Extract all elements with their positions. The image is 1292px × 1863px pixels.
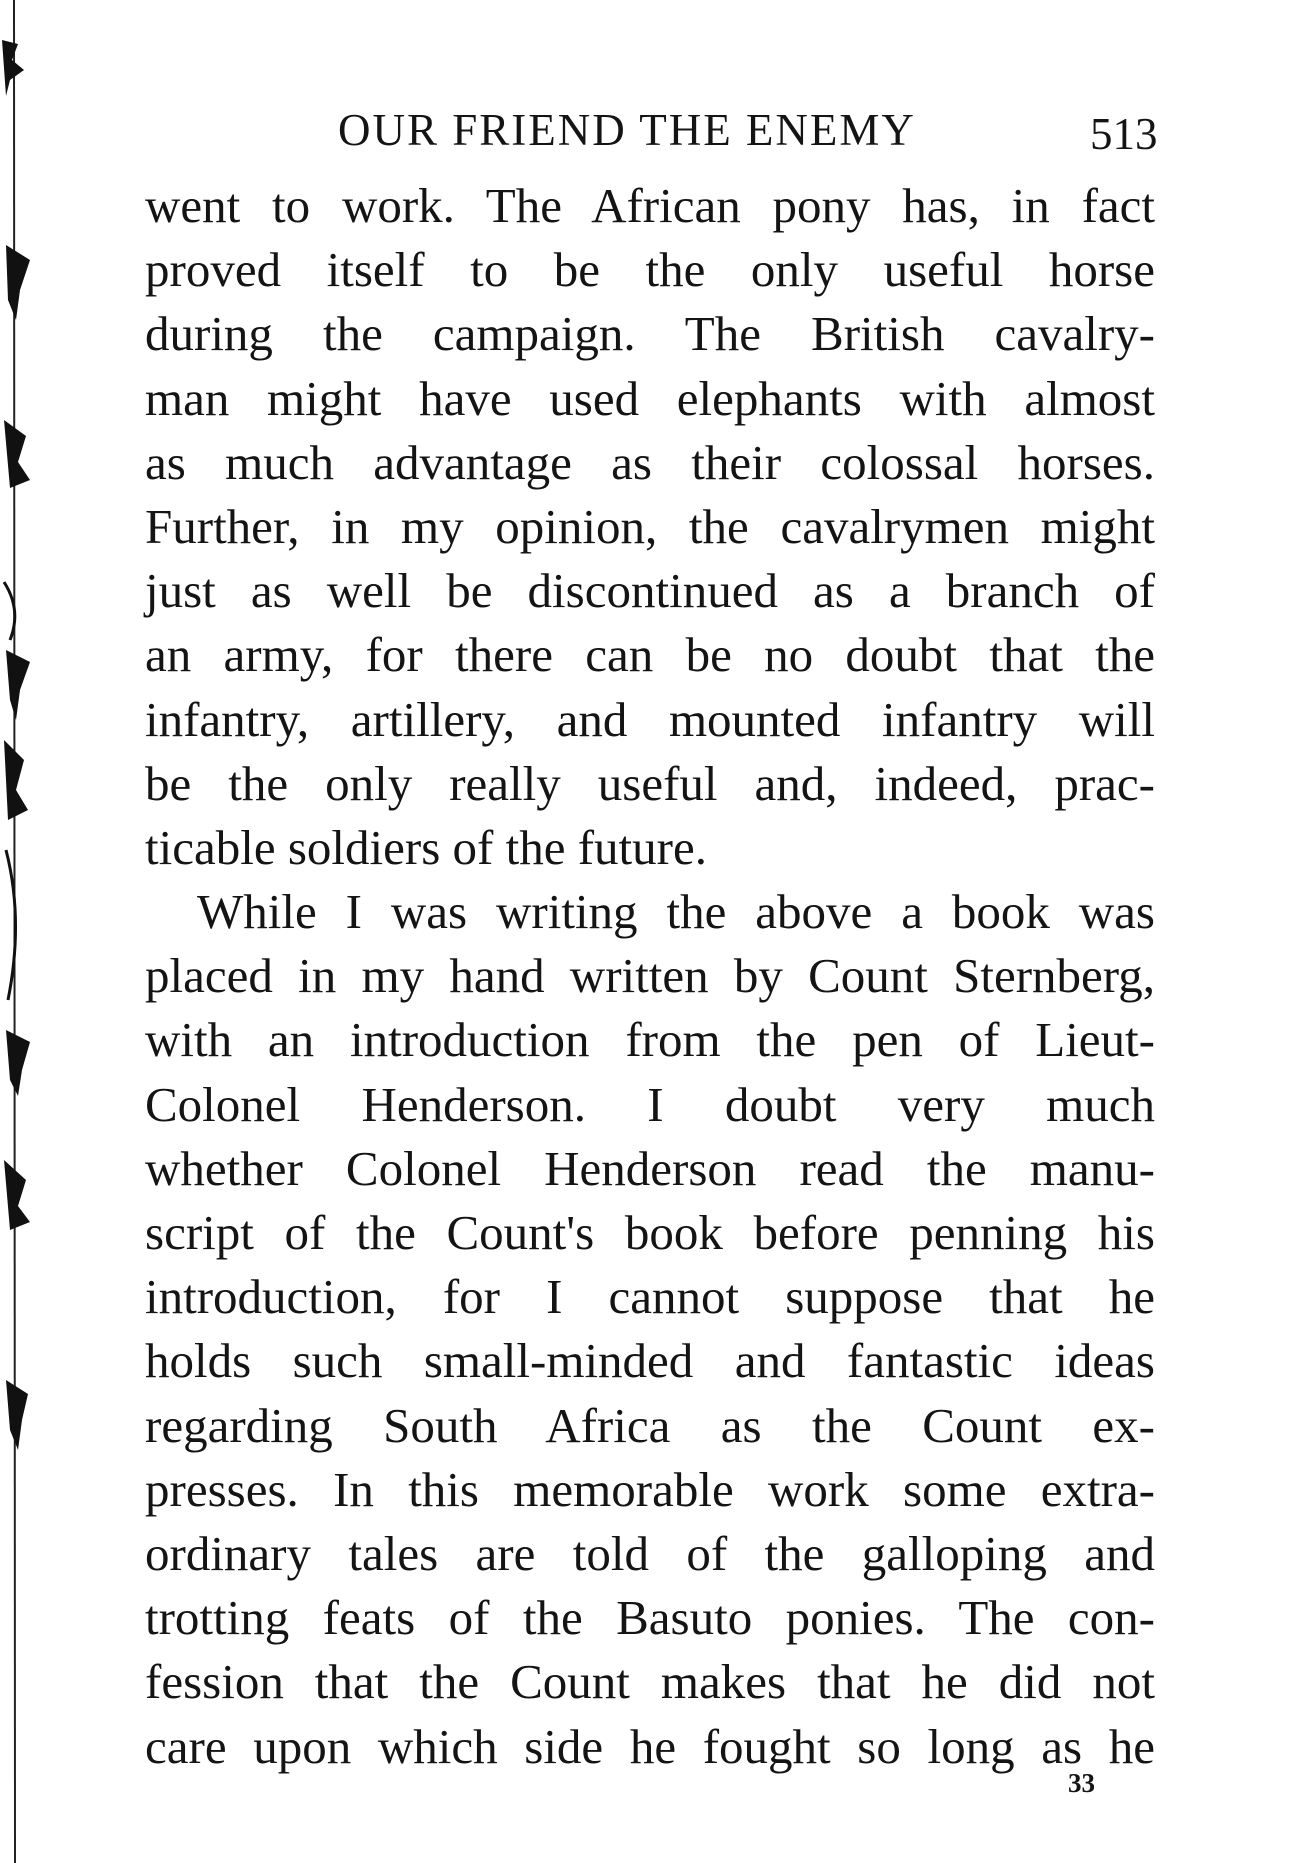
text-line: infantry, artillery, and mounted infantry will (145, 691, 1155, 747)
text-line: introduction, for I cannot suppose that he (145, 1269, 1155, 1325)
page-number: 513 (1090, 109, 1158, 159)
paragraph-1 (145, 174, 1155, 880)
text-line: just as well be discontinued as a branch of (145, 563, 1155, 619)
text-line: care upon which side he fought so long as he (145, 1718, 1155, 1774)
text-line: regarding South Africa as the Count ex- (145, 1397, 1155, 1453)
text-line: presses. In this memorable work some extra- (145, 1461, 1155, 1517)
binding-edge-graphic (0, 0, 40, 1863)
text-line: Colonel Henderson. I doubt very much (145, 1076, 1155, 1132)
text-line: Further, in my opinion, the cavalrymen might (145, 498, 1155, 554)
running-head (0, 100, 1292, 160)
paragraph-2 (145, 880, 1155, 1779)
text-line: script of the Count's book before penning his (145, 1205, 1155, 1260)
text-line: trotting feats of the Basuto ponies. The con- (145, 1590, 1155, 1646)
running-title: OUR FRIEND THE ENEMY (338, 105, 916, 155)
signature-mark: 33 (1068, 1768, 1095, 1798)
text-line: fession that the Count makes that he did not (145, 1654, 1155, 1710)
text-line: during the campaign. The British cavalry- (145, 306, 1155, 362)
binding-edge (0, 0, 40, 1863)
text-line: ordinary tales are told of the galloping and (145, 1525, 1155, 1581)
text-line: whether Colonel Henderson read the manu- (145, 1140, 1155, 1196)
body-text (145, 174, 1155, 1779)
text-line: While I was writing the above a book was (197, 884, 1155, 940)
text-line: as much advantage as their colossal horses. (145, 434, 1155, 490)
text-line: man might have used elephants with almost (145, 370, 1155, 426)
text-line: placed in my hand written by Count Sternberg, (145, 948, 1155, 1004)
text-line: ticable soldiers of the future. (145, 819, 707, 875)
text-line: with an introduction from the pen of Lieut- (145, 1012, 1155, 1068)
text-line: proved itself to be the only useful horse (145, 242, 1155, 298)
text-line: went to work. The African pony has, in fact (145, 178, 1155, 233)
text-line: holds such small-minded and fantastic ideas (145, 1333, 1155, 1389)
text-line: be the only really useful and, indeed, prac- (145, 755, 1155, 811)
text-line: an army, for there can be no doubt that the (145, 627, 1155, 683)
